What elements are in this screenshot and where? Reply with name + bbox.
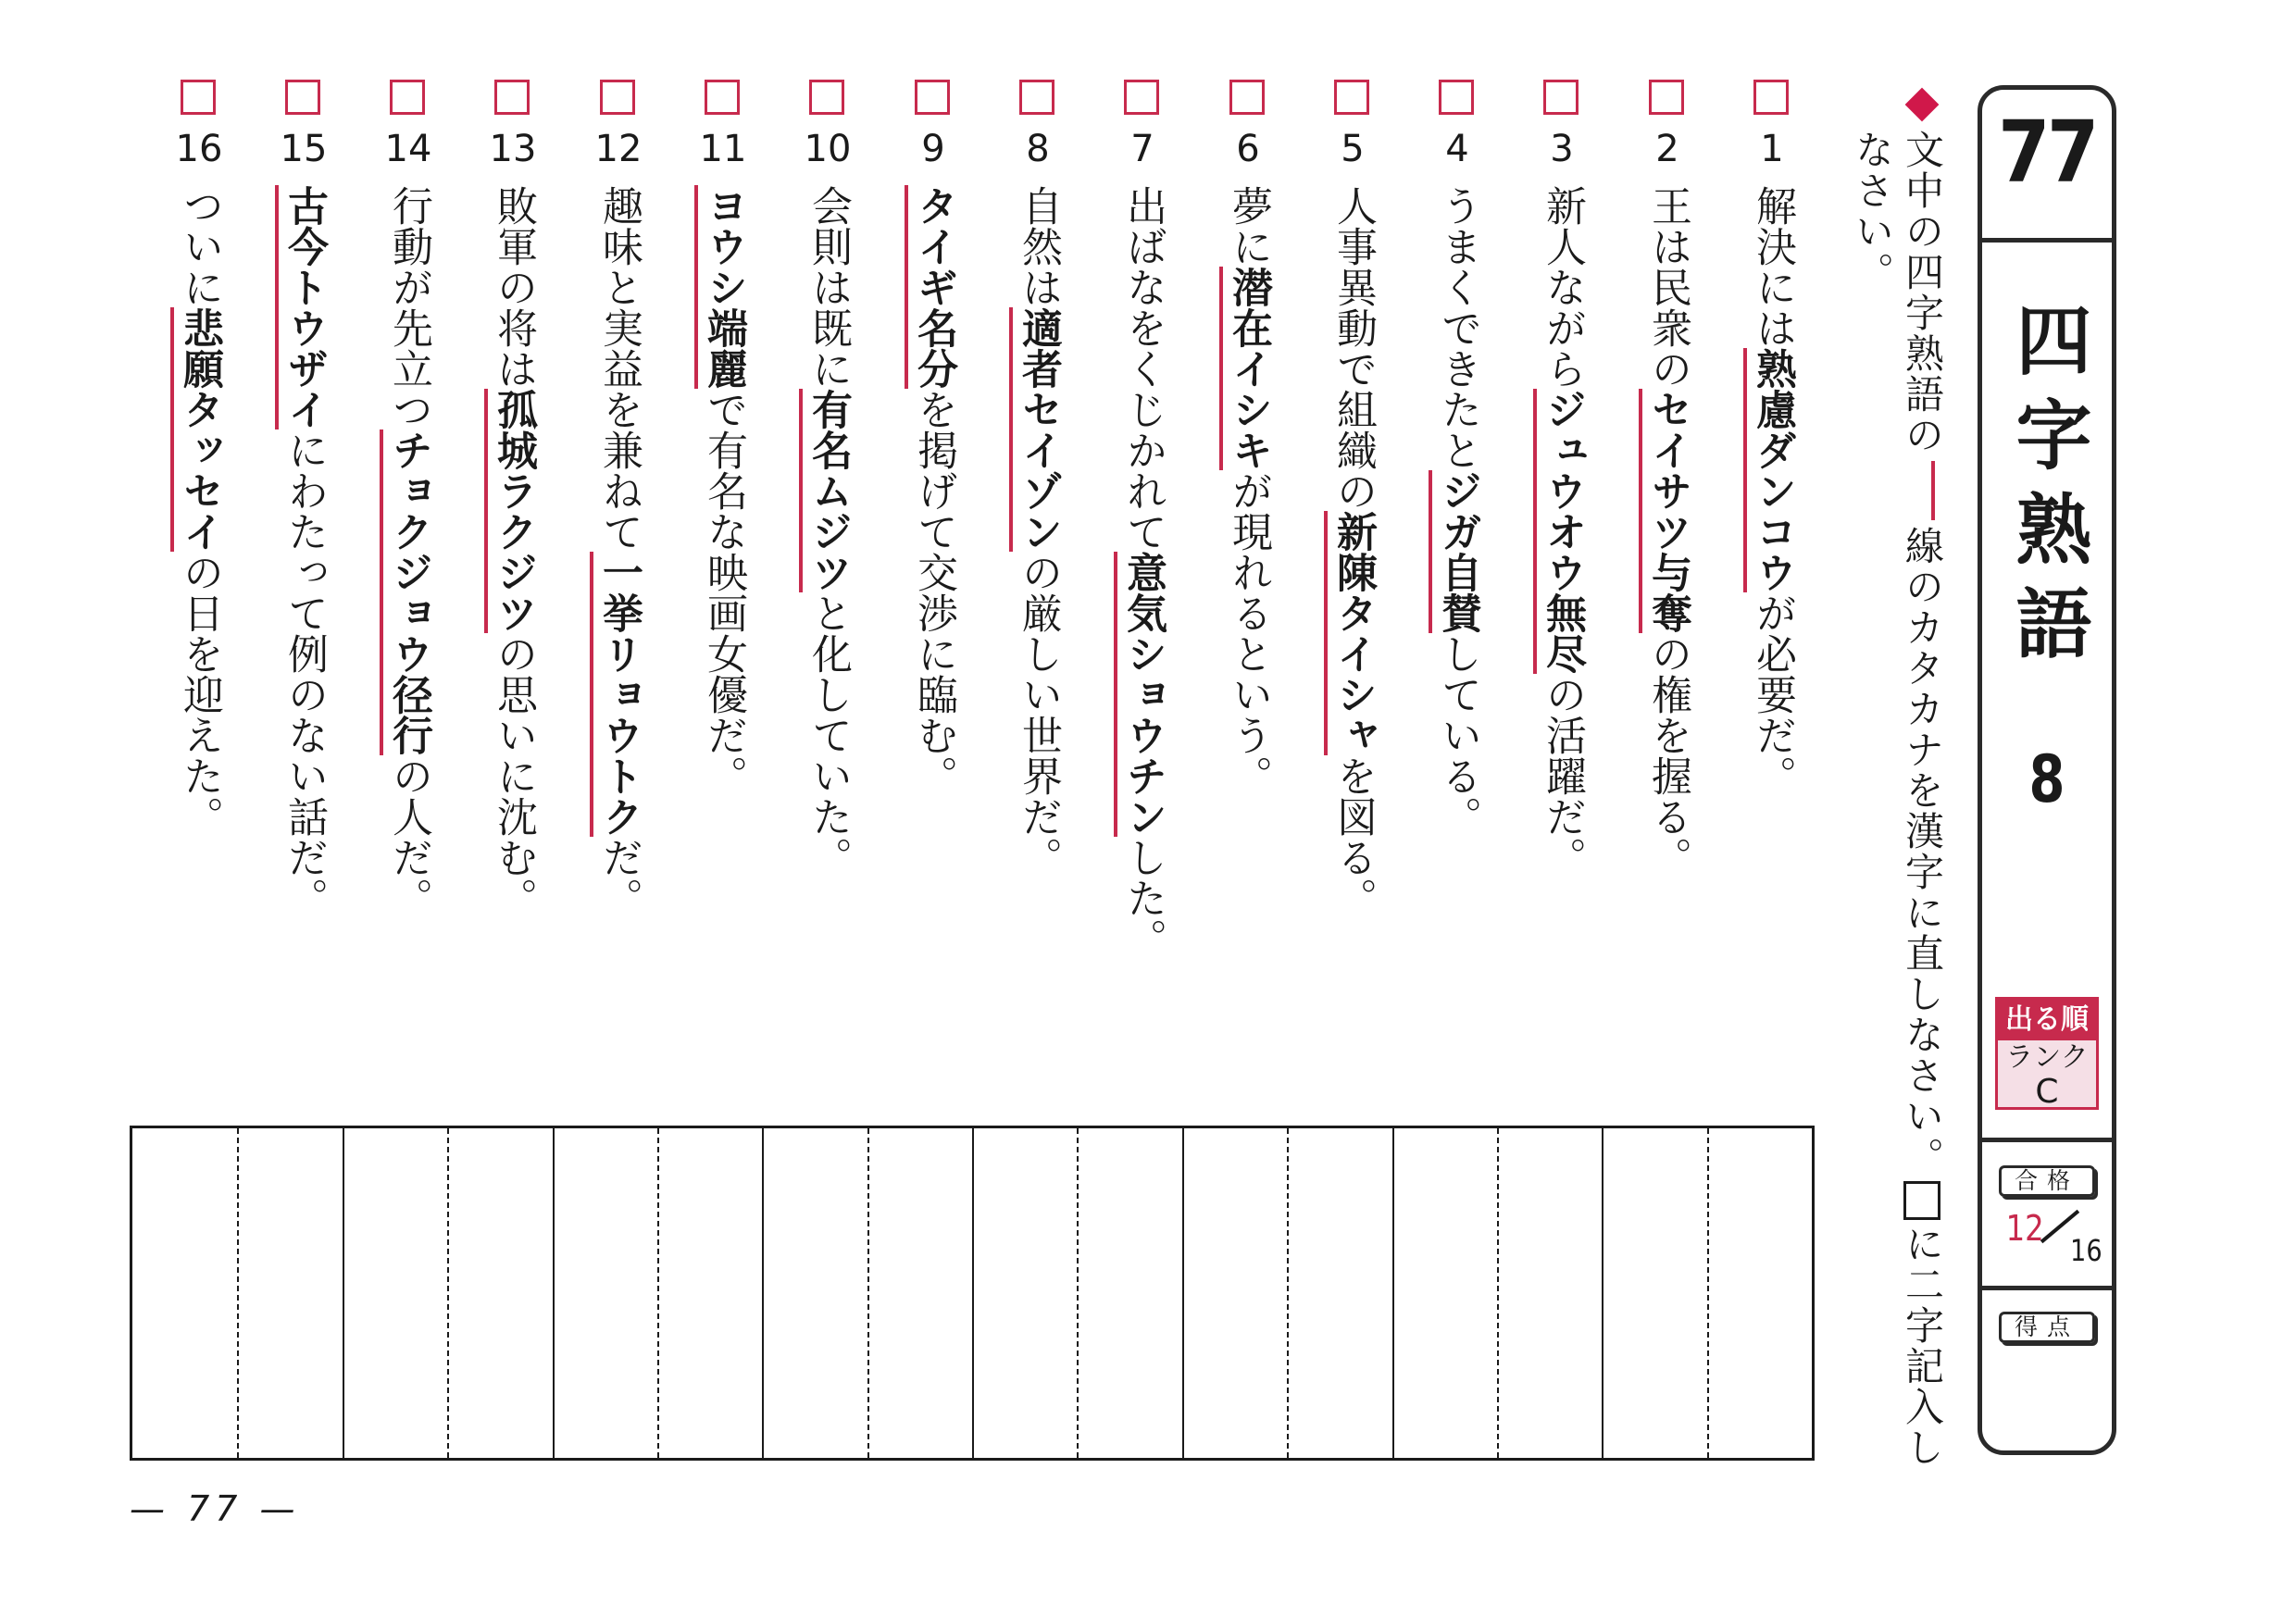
question-item <box>1428 80 1487 1116</box>
instruction-part-3: に二字記入し <box>1900 1224 1945 1468</box>
grid-line <box>1287 1128 1289 1458</box>
question-number: 5 <box>1341 128 1365 170</box>
grid-line <box>1392 1128 1394 1458</box>
question-before: ついに <box>176 185 223 307</box>
question-item <box>1113 80 1172 1116</box>
question-target: タイギ名分 <box>905 185 957 389</box>
question-number: 4 <box>1445 128 1469 170</box>
question-checkbox[interactable] <box>705 80 740 115</box>
question-after: の思いに沈む。 <box>490 633 537 918</box>
question-item <box>1532 80 1591 1116</box>
grid-line <box>1602 1128 1603 1458</box>
question-text <box>802 185 854 877</box>
question-checkbox[interactable] <box>285 80 320 115</box>
grid-line <box>972 1128 974 1458</box>
underline-marker-icon <box>1931 461 1935 520</box>
question-item <box>798 80 857 1116</box>
question-after: を図る。 <box>1329 755 1377 918</box>
question-text <box>382 185 434 918</box>
question-after: にわたって例のない話だ。 <box>281 429 328 918</box>
question-number: 7 <box>1130 128 1154 170</box>
question-after: している。 <box>1434 633 1481 837</box>
grid-line <box>657 1128 659 1458</box>
pass-label: 合格 <box>1999 1165 2095 1197</box>
question-after: で有名な映画女優だ。 <box>700 389 747 796</box>
pass-score: 12 <box>2005 1208 2044 1249</box>
question-checkbox[interactable] <box>915 80 950 115</box>
question-checkbox[interactable] <box>1439 80 1474 115</box>
question-before: 人事異動で組織の <box>1329 185 1377 511</box>
instruction-line-1 <box>1898 130 1946 1468</box>
rank-label: ランク <box>2005 1041 2089 1074</box>
question-target: チョクジョウ径行 <box>380 429 432 755</box>
question-item <box>904 80 963 1116</box>
grid-line <box>1497 1128 1499 1458</box>
question-before: 行動が先立つ <box>385 185 432 429</box>
question-number: 3 <box>1550 128 1574 170</box>
question-item <box>1008 80 1067 1116</box>
grid-line <box>1077 1128 1079 1458</box>
question-item <box>169 80 229 1116</box>
question-before: 夢に <box>1225 185 1272 267</box>
question-checkbox[interactable] <box>1229 80 1265 115</box>
question-number: 2 <box>1655 128 1679 170</box>
grid-line <box>237 1128 239 1458</box>
question-checkbox[interactable] <box>390 80 425 115</box>
grid-line <box>343 1128 344 1458</box>
question-number: 16 <box>175 128 223 170</box>
instruction-line-2: なさい。 <box>1850 130 1895 292</box>
question-before: 会則は既に <box>805 185 852 389</box>
question-target: 有名ムジツ <box>799 389 852 592</box>
question-text <box>1117 185 1168 959</box>
question-text <box>593 185 644 918</box>
chapter-title: 四字熟語 <box>2003 301 2091 678</box>
question-number: 6 <box>1236 128 1260 170</box>
blank-box-icon <box>1903 1181 1940 1220</box>
question-item <box>274 80 333 1116</box>
question-after: の権を握る。 <box>1644 633 1691 877</box>
question-text <box>1012 185 1064 877</box>
question-before: うまくできたと <box>1434 185 1481 470</box>
question-target: 孤城ラクジツ <box>484 389 537 633</box>
grid-line <box>553 1128 555 1458</box>
grid-line <box>1707 1128 1709 1458</box>
question-after: を掲げて交渉に臨む。 <box>910 389 957 796</box>
question-text <box>278 185 330 918</box>
question-after: が必要だ。 <box>1749 592 1796 796</box>
question-target: 適者セイゾン <box>1009 307 1062 552</box>
question-item <box>1323 80 1382 1116</box>
question-text <box>697 185 749 796</box>
question-before: 趣味と実益を兼ねて <box>595 185 643 552</box>
question-text <box>1641 185 1693 877</box>
question-item <box>1218 80 1278 1116</box>
question-text <box>1536 185 1588 877</box>
question-checkbox[interactable] <box>809 80 844 115</box>
question-number: 13 <box>489 128 537 170</box>
pass-total: 16 <box>2070 1233 2103 1268</box>
instruction-part-1: 文中の四字熟語の <box>1900 130 1945 455</box>
question-checkbox[interactable] <box>1124 80 1159 115</box>
grid-line <box>867 1128 869 1458</box>
question-target: 一挙リョウトク <box>590 552 643 837</box>
question-checkbox[interactable] <box>1334 80 1369 115</box>
question-text <box>1222 185 1274 796</box>
chapter-set-number: 8 <box>2028 741 2065 817</box>
question-item <box>1742 80 1802 1116</box>
question-after: と化していた。 <box>805 592 852 877</box>
question-number: 9 <box>921 128 945 170</box>
question-target: ヨウシ端麗 <box>694 185 747 389</box>
diamond-marker-icon <box>1905 88 1940 122</box>
grid-line <box>1182 1128 1184 1458</box>
question-checkbox[interactable] <box>1753 80 1789 115</box>
question-before: 敗軍の将は <box>490 185 537 389</box>
question-text <box>1327 185 1379 918</box>
question-target: 新陳タイシャ <box>1324 511 1377 755</box>
question-target: 悲願タッセイ <box>170 307 223 552</box>
answer-grid[interactable] <box>130 1126 1815 1461</box>
question-number: 15 <box>280 128 328 170</box>
question-number: 14 <box>384 128 432 170</box>
question-checkbox[interactable] <box>1649 80 1684 115</box>
question-text <box>173 185 225 837</box>
question-after: の活躍だ。 <box>1539 674 1586 877</box>
page-number: — 77 — <box>130 1488 301 1529</box>
chapter-title-box <box>1978 85 2116 1455</box>
rank-badge-header: 出る順 <box>1998 1000 2096 1040</box>
question-before: 自然は <box>1015 185 1062 307</box>
question-after: の厳しい世界だ。 <box>1015 552 1062 877</box>
question-before: 新人ながら <box>1539 185 1586 389</box>
question-item <box>483 80 543 1116</box>
question-item <box>589 80 648 1116</box>
question-checkbox[interactable] <box>181 80 216 115</box>
question-before: 王は民衆の <box>1644 185 1691 389</box>
question-target: ジュウオウ無尽 <box>1533 389 1586 674</box>
question-target: ジガ自賛 <box>1429 470 1481 633</box>
question-target: 意気ショウチン <box>1114 552 1167 837</box>
grid-line <box>762 1128 764 1458</box>
question-item <box>1638 80 1697 1116</box>
grid-line <box>447 1128 449 1458</box>
question-target: 古今トウザイ <box>275 185 328 429</box>
question-target: 熟慮ダンコウ <box>1743 348 1796 592</box>
question-checkbox[interactable] <box>600 80 635 115</box>
question-target: セイサツ与奪 <box>1639 389 1691 633</box>
score-label: 得点 <box>1999 1312 2095 1343</box>
question-checkbox[interactable] <box>1543 80 1578 115</box>
divider <box>1982 238 2112 243</box>
rank-value: C <box>2035 1073 2059 1111</box>
question-before: 解決には <box>1749 185 1796 348</box>
question-number: 10 <box>804 128 852 170</box>
question-target: 潜在イシキ <box>1219 267 1272 470</box>
question-number: 11 <box>699 128 747 170</box>
question-item <box>693 80 753 1116</box>
rank-badge <box>1995 997 2099 1110</box>
question-after: の日を迎えた。 <box>176 552 223 837</box>
question-checkbox[interactable] <box>1019 80 1054 115</box>
question-item <box>379 80 438 1116</box>
divider <box>1982 1138 2112 1142</box>
question-number: 8 <box>1026 128 1050 170</box>
instruction-part-2: 線のカタカナを漢字に直しなさい。 <box>1900 526 1945 1177</box>
question-number: 12 <box>594 128 643 170</box>
question-text <box>907 185 959 796</box>
question-after: が現れるという。 <box>1225 470 1272 796</box>
question-after: した。 <box>1119 837 1167 959</box>
question-after: の人だ。 <box>385 755 432 918</box>
question-number: 1 <box>1760 128 1784 170</box>
question-text <box>1431 185 1483 837</box>
question-after: だ。 <box>595 837 643 918</box>
question-checkbox[interactable] <box>494 80 530 115</box>
question-text <box>1746 185 1798 796</box>
question-text <box>487 185 539 918</box>
divider <box>1982 1286 2112 1290</box>
chapter-number: 77 <box>1998 103 2096 202</box>
question-before: 出ばなをくじかれて <box>1119 185 1167 552</box>
